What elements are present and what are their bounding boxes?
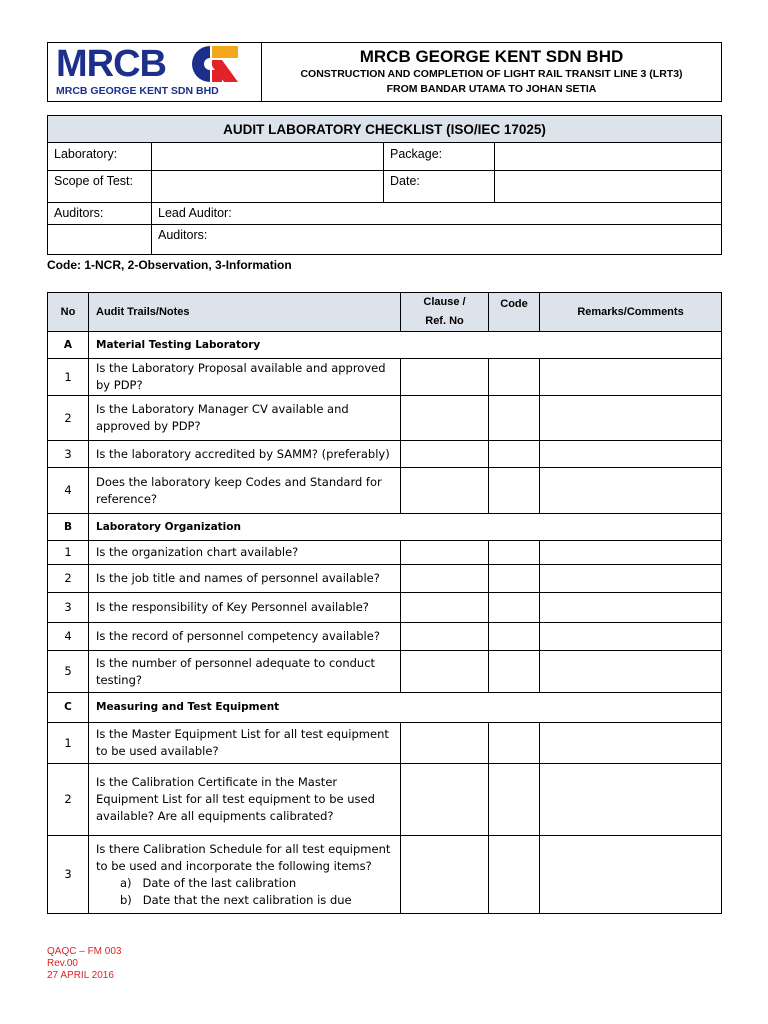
- code-cell[interactable]: [489, 541, 540, 565]
- section-title: Measuring and Test Equipment: [89, 693, 722, 723]
- form-date: 27 APRIL 2016: [47, 970, 114, 981]
- code-cell[interactable]: [489, 723, 540, 764]
- item-no: 4: [48, 468, 89, 514]
- remarks-cell[interactable]: [540, 359, 722, 396]
- auditors-sub-label: Auditors:: [158, 228, 208, 242]
- clause-cell[interactable]: [401, 565, 489, 593]
- item-no: 5: [48, 651, 89, 693]
- table-row: [48, 441, 722, 468]
- section-letter: B: [48, 514, 89, 541]
- date-label: Date:: [384, 171, 495, 203]
- item-no: 3: [48, 836, 89, 914]
- remarks-cell[interactable]: [540, 441, 722, 468]
- item-no: 1: [48, 541, 89, 565]
- section-letter: C: [48, 693, 89, 723]
- clause-cell[interactable]: [401, 836, 489, 914]
- sub-item: [120, 892, 393, 909]
- sub-item-text: Date that the next calibration is due: [142, 892, 352, 907]
- form-footer: [47, 946, 121, 982]
- col-clause-line1: Clause /: [423, 296, 466, 308]
- col-clause-line2: Ref. No: [425, 315, 464, 327]
- checklist-title: AUDIT LABORATORY CHECKLIST (ISO/IEC 17025): [48, 116, 722, 143]
- item-text: Is the Laboratory Proposal available and approved by PDP?: [89, 359, 401, 396]
- item-text: Is the record of personnel competency available?: [89, 623, 401, 651]
- section-row: [48, 693, 722, 723]
- checklist-table: [47, 292, 722, 914]
- table-row: [48, 723, 722, 764]
- remarks-cell[interactable]: [540, 396, 722, 441]
- item-no: 4: [48, 623, 89, 651]
- clause-cell[interactable]: [401, 441, 489, 468]
- package-field[interactable]: [495, 143, 722, 171]
- logo-subtitle: MRCB GEORGE KENT SDN BHD: [56, 85, 219, 97]
- section-row: [48, 332, 722, 359]
- sub-item-list: [96, 875, 393, 909]
- item-text: Is the number of personnel adequate to conduct testing?: [89, 651, 401, 693]
- audit-info-table: [47, 115, 722, 255]
- clause-cell[interactable]: [401, 396, 489, 441]
- sub-item-marker: a): [120, 875, 132, 890]
- col-clause-header: [401, 293, 489, 332]
- package-label: Package:: [384, 143, 495, 171]
- scope-field[interactable]: [152, 171, 384, 203]
- item-no: 2: [48, 396, 89, 441]
- sub-item: [120, 875, 393, 892]
- table-row: [48, 764, 722, 836]
- logo-mark-icon: [188, 46, 238, 82]
- col-code-header: Code: [489, 293, 540, 332]
- remarks-cell[interactable]: [540, 623, 722, 651]
- item-text: Is the job title and names of personnel available?: [89, 565, 401, 593]
- remarks-cell[interactable]: [540, 593, 722, 623]
- lead-auditor-field[interactable]: [152, 203, 722, 225]
- clause-cell[interactable]: [401, 651, 489, 693]
- item-no: 1: [48, 359, 89, 396]
- table-row: [48, 593, 722, 623]
- clause-cell[interactable]: [401, 593, 489, 623]
- laboratory-field[interactable]: [152, 143, 384, 171]
- company-logo: [48, 43, 261, 101]
- table-row: [48, 651, 722, 693]
- item-text: Is the responsibility of Key Personnel available?: [89, 593, 401, 623]
- item-no: 3: [48, 593, 89, 623]
- table-header-row: [48, 293, 722, 332]
- remarks-cell[interactable]: [540, 723, 722, 764]
- code-legend: Code: 1-NCR, 2-Observation, 3-Information: [47, 258, 292, 272]
- remarks-cell[interactable]: [540, 468, 722, 514]
- item-no: 2: [48, 764, 89, 836]
- revision: Rev.00: [47, 958, 78, 969]
- clause-cell[interactable]: [401, 541, 489, 565]
- code-cell[interactable]: [489, 396, 540, 441]
- date-field[interactable]: [495, 171, 722, 203]
- table-row: [48, 623, 722, 651]
- item-text: Is the Laboratory Manager CV available and approved by PDP?: [89, 396, 401, 441]
- item-no: 3: [48, 441, 89, 468]
- document-header: [47, 42, 722, 102]
- remarks-cell[interactable]: [540, 541, 722, 565]
- scope-label: Scope of Test:: [48, 171, 152, 203]
- table-row: [48, 359, 722, 396]
- logo-wordmark: MRCB: [56, 43, 166, 85]
- project-line-1: CONSTRUCTION AND COMPLETION OF LIGHT RAIL TRANSIT LINE 3 (LRT3): [300, 68, 683, 80]
- logo-cell: [48, 43, 262, 102]
- table-row: [48, 396, 722, 441]
- remarks-cell[interactable]: [540, 764, 722, 836]
- clause-cell[interactable]: [401, 468, 489, 514]
- remarks-cell[interactable]: [540, 565, 722, 593]
- form-number: QAQC – FM 003: [47, 946, 122, 957]
- code-cell[interactable]: [489, 593, 540, 623]
- laboratory-label: Laboratory:: [48, 143, 152, 171]
- section-letter: A: [48, 332, 89, 359]
- item-text: Is there Calibration Schedule for all test equipment to be used and incorporate the following items?: [96, 841, 391, 873]
- table-row: [48, 541, 722, 565]
- code-cell[interactable]: [489, 565, 540, 593]
- clause-cell[interactable]: [401, 723, 489, 764]
- item-no: 1: [48, 723, 89, 764]
- code-cell[interactable]: [489, 468, 540, 514]
- lead-auditor-label: Lead Auditor:: [158, 206, 232, 220]
- remarks-cell[interactable]: [540, 651, 722, 693]
- item-text: Is the Calibration Certificate in the Master Equipment List for all test equipment to be used available? Are all equipments calibrated?: [89, 764, 401, 836]
- item-no: 2: [48, 565, 89, 593]
- code-cell[interactable]: [489, 359, 540, 396]
- code-cell[interactable]: [489, 623, 540, 651]
- auditors-empty-cell: [48, 225, 152, 255]
- table-row: [48, 836, 722, 914]
- clause-cell[interactable]: [401, 359, 489, 396]
- item-text: Is the Master Equipment List for all test equipment to be used available?: [89, 723, 401, 764]
- section-title: Material Testing Laboratory: [89, 332, 722, 359]
- item-text-with-list: [89, 836, 401, 914]
- auditors-field[interactable]: [152, 225, 722, 255]
- item-text: Is the organization chart available?: [89, 541, 401, 565]
- code-cell[interactable]: [489, 651, 540, 693]
- code-cell[interactable]: [489, 764, 540, 836]
- clause-cell[interactable]: [401, 764, 489, 836]
- code-cell[interactable]: [489, 836, 540, 914]
- col-remarks-header: Remarks/Comments: [540, 293, 722, 332]
- col-no-header: No: [48, 293, 89, 332]
- item-text: Is the laboratory accredited by SAMM? (preferably): [89, 441, 401, 468]
- section-title: Laboratory Organization: [89, 514, 722, 541]
- code-cell[interactable]: [489, 441, 540, 468]
- project-line-2: FROM BANDAR UTAMA TO JOHAN SETIA: [386, 83, 597, 95]
- clause-cell[interactable]: [401, 623, 489, 651]
- remarks-cell[interactable]: [540, 836, 722, 914]
- table-row: [48, 468, 722, 514]
- col-audit-header: Audit Trails/Notes: [89, 293, 401, 332]
- item-text: Does the laboratory keep Codes and Standard for reference?: [89, 468, 401, 514]
- sub-item-marker: b): [120, 892, 132, 907]
- company-info-cell: [262, 43, 722, 102]
- company-name: MRCB GEORGE KENT SDN BHD: [359, 47, 624, 66]
- table-row: [48, 565, 722, 593]
- section-row: [48, 514, 722, 541]
- sub-item-text: Date of the last calibration: [142, 875, 297, 890]
- auditors-label: Auditors:: [48, 203, 152, 225]
